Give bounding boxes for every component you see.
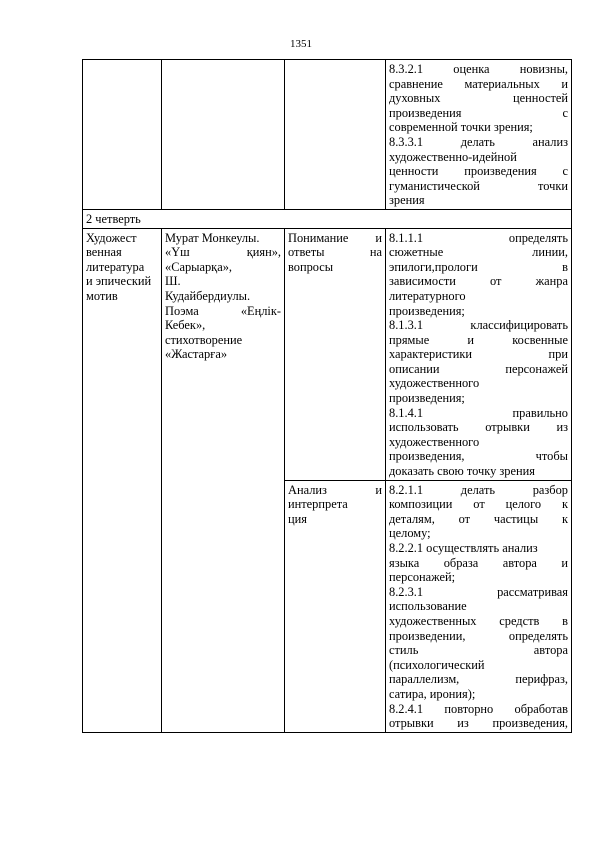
objective-item: [389, 702, 568, 731]
skill-line: интерпрета: [288, 497, 348, 512]
objective-line: 8.1.4.1 правильно: [389, 405, 568, 420]
works-cell-empty: [162, 60, 285, 210]
skill-line: вопросы: [288, 259, 334, 274]
objective-line: художественно-идейной: [389, 149, 517, 164]
objective-item: [389, 585, 568, 702]
objective-line: произведения, чтобы: [389, 449, 568, 464]
objective-line: 8.1.3.1 классифицировать: [389, 318, 568, 333]
objective-line: 8.1.1.1 определять: [389, 230, 568, 245]
topic-line: и эпический: [86, 274, 152, 289]
objective-line: 8.2.1.1 делать разбор: [389, 482, 568, 497]
objective-line: зависимости от жанра: [389, 274, 568, 289]
topic-line: литература: [86, 259, 145, 274]
objective-line: художественного: [389, 434, 480, 449]
objective-line: зрения: [389, 193, 425, 208]
objective-line: сатира, ирония);: [389, 686, 476, 701]
objective-line: гуманистической точки: [389, 178, 568, 193]
skill-line: Понимание и: [288, 230, 382, 245]
topic-cell: [83, 228, 162, 732]
works-line: Ш.: [165, 274, 181, 289]
objective-line: произведения;: [389, 391, 465, 406]
objective-line: 8.3.3.1 делать анализ: [389, 134, 568, 149]
objective-item: [389, 406, 568, 479]
objective-line: современной точки зрения;: [389, 120, 533, 135]
skill-line: Анализ и: [288, 482, 382, 497]
topic-line: мотив: [86, 288, 118, 303]
works-line: Мурат Монкеулы.: [165, 230, 260, 245]
works-line: Кебек»,: [165, 318, 206, 333]
objective-line: параллелизм, перифраз,: [389, 672, 568, 687]
objective-line: языка образа автора и: [389, 555, 568, 570]
objective-line: художественного: [389, 376, 480, 391]
objectives-cell: [386, 228, 572, 480]
objective-line: 8.3.2.1 оценка новизны,: [389, 62, 568, 76]
objective-line: произведения с: [389, 105, 568, 120]
skill-line: ответы на: [288, 245, 382, 260]
objective-line: произведения;: [389, 303, 465, 318]
objective-line: стиль автора: [389, 643, 568, 658]
objective-line: персонажей;: [389, 570, 456, 585]
table-row: [83, 228, 572, 480]
objective-line: описании персонажей: [389, 361, 568, 376]
objective-line: 8.2.4.1 повторно обработав: [389, 701, 568, 716]
objective-line: целому;: [389, 526, 431, 541]
objective-line: композиции от целого к: [389, 497, 568, 512]
objective-line: (психологический: [389, 657, 485, 672]
objective-line: сюжетные линии,: [389, 245, 568, 260]
objective-line: использование: [389, 599, 467, 614]
objective-item: [389, 62, 568, 135]
objectives-cell: [386, 480, 572, 732]
topic-line: венная: [86, 245, 122, 260]
works-line: стихотворение: [165, 332, 243, 347]
objective-line: использовать отрывки из: [389, 420, 568, 435]
table-row-quarter: [83, 209, 572, 228]
curriculum-table: [82, 59, 572, 733]
topic-cell-empty: [83, 60, 162, 210]
objective-line: 8.2.2.1 осуществлять анализ: [389, 541, 538, 555]
objective-item: [389, 135, 568, 208]
objective-line: сравнение материальных и: [389, 76, 568, 91]
objective-item: [389, 231, 568, 319]
works-line: «Үш қиян»,: [165, 245, 281, 260]
objective-line: эпилоги,прологи в: [389, 259, 568, 274]
objective-line: духовных ценностей: [389, 91, 568, 106]
page-number: 1351: [290, 38, 312, 50]
table-row-continued: [83, 60, 572, 210]
skill-cell: [285, 228, 386, 480]
objective-item: [389, 483, 568, 541]
objective-line: произведении, определять: [389, 628, 568, 643]
objective-line: характеристики при: [389, 347, 568, 362]
objective-line: литературного: [389, 288, 466, 303]
objective-item: [389, 318, 568, 406]
objective-line: ценности произведения с: [389, 164, 568, 179]
works-line: «Жастарға»: [165, 347, 228, 362]
objective-line: доказать свою точку зрения: [389, 464, 535, 479]
objective-line: отрывки из произведения,: [389, 716, 568, 731]
works-line: Кудайбердиулы.: [165, 288, 251, 303]
objective-line: художественных средств в: [389, 613, 568, 628]
skill-cell-empty: [285, 60, 386, 210]
works-cell: [162, 228, 285, 732]
works-line: Поэма «Еңлік-: [165, 303, 281, 318]
objective-item: [389, 541, 568, 585]
topic-line: Художест: [86, 230, 137, 245]
skill-line: ция: [288, 511, 307, 526]
skill-cell: [285, 480, 386, 732]
works-line: «Сарыарқа»,: [165, 259, 232, 274]
objective-line: прямые и косвенные: [389, 332, 568, 347]
objective-line: 8.2.3.1 рассматривая: [389, 584, 568, 599]
objective-line: деталям, от частицы к: [389, 511, 568, 526]
objectives-cell: [386, 60, 572, 210]
quarter-label: 2 четверть: [83, 209, 572, 228]
